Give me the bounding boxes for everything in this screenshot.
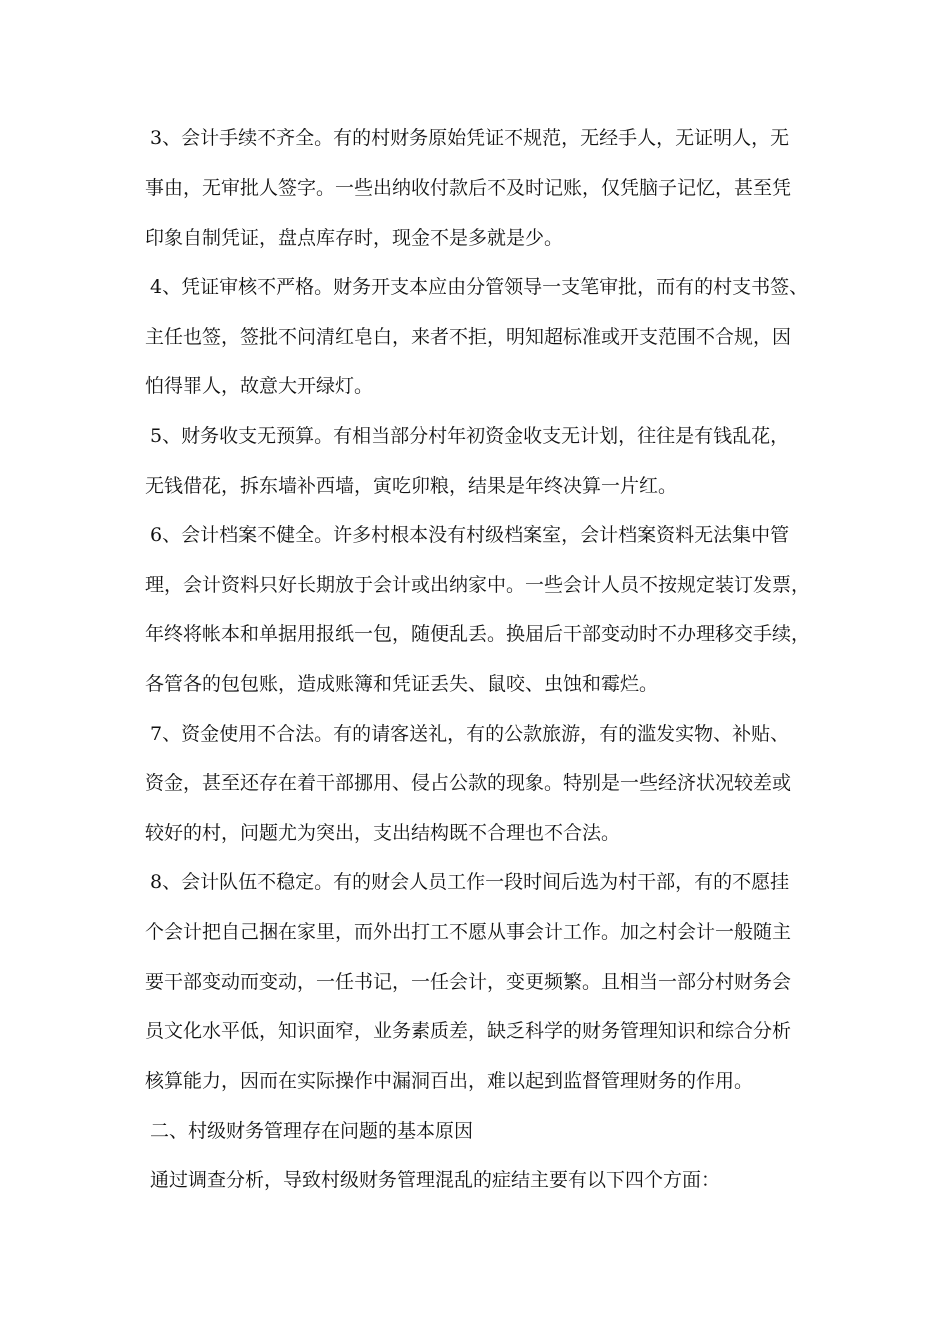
paragraph-6-line-3: 年终将帐本和单据用报纸一包，随便乱丢。换届后干部变动时不办理移交手续， — [145, 623, 811, 645]
section-heading: 二、村级财务管理存在问题的基本原因 — [150, 1120, 474, 1142]
paragraph-8-line-4: 员文化水平低，知识面窄，业务素质差，缺乏科学的财务管理知识和综合分析 — [145, 1020, 792, 1042]
paragraph-7-line-3: 较好的村，问题尤为突出，支出结构既不合理也不合法。 — [145, 822, 621, 844]
paragraph-4-line-3: 怕得罪人，故意大开绿灯。 — [145, 375, 374, 397]
paragraph-8-line-2: 个会计把自己捆在家里，而外出打工不愿从事会计工作。加之村会计一般随主 — [145, 921, 792, 943]
paragraph-5-line-2: 无钱借花，拆东墙补西墙，寅吃卯粮，结果是年终决算一片红。 — [145, 475, 678, 497]
paragraph-6-line-4: 各管各的包包账，造成账簿和凭证丢失、鼠咬、虫蚀和霉烂。 — [145, 673, 659, 695]
paragraph-8-line-5: 核算能力，因而在实际操作中漏洞百出，难以起到监督管理财务的作用。 — [145, 1070, 754, 1092]
paragraph-4-line-1: 4、凭证审核不严格。财务开支本应由分管领导一支笔审批，而有的村支书签、 — [150, 276, 809, 298]
paragraph-3-line-3: 印象自制凭证，盘点库存时，现金不是多就是少。 — [145, 227, 564, 249]
paragraph-5-line-1: 5、财务收支无预算。有相当部分村年初资金收支无计划，往往是有钱乱花， — [150, 425, 790, 447]
paragraph-3-line-2: 事由，无审批人签字。一些出纳收付款后不及时记账，仅凭脑子记忆，甚至凭 — [145, 177, 792, 199]
section-intro: 通过调查分析，导致村级财务管理混乱的症结主要有以下四个方面： — [150, 1169, 721, 1191]
paragraph-3-line-1: 3、会计手续不齐全。有的村财务原始凭证不规范，无经手人，无证明人，无 — [150, 127, 790, 149]
paragraph-6-line-2: 理，会计资料只好长期放于会计或出纳家中。一些会计人员不按规定装订发票， — [145, 574, 811, 596]
paragraph-8-line-3: 要干部变动而变动，一任书记，一任会计，变更频繁。且相当一部分村财务会 — [145, 971, 792, 993]
paragraph-4-line-2: 主任也签，签批不问清红皂白，来者不拒，明知超标准或开支范围不合规，因 — [145, 326, 792, 348]
paragraph-6-line-1: 6、会计档案不健全。许多村根本没有村级档案室，会计档案资料无法集中管 — [150, 524, 790, 546]
paragraph-7-line-2: 资金，甚至还存在着干部挪用、侵占公款的现象。特别是一些经济状况较差或 — [145, 772, 792, 794]
paragraph-8-line-1: 8、会计队伍不稳定。有的财会人员工作一段时间后选为村干部，有的不愿挂 — [150, 871, 790, 893]
paragraph-7-line-1: 7、资金使用不合法。有的请客送礼，有的公款旅游，有的滥发实物、补贴、 — [150, 723, 790, 745]
